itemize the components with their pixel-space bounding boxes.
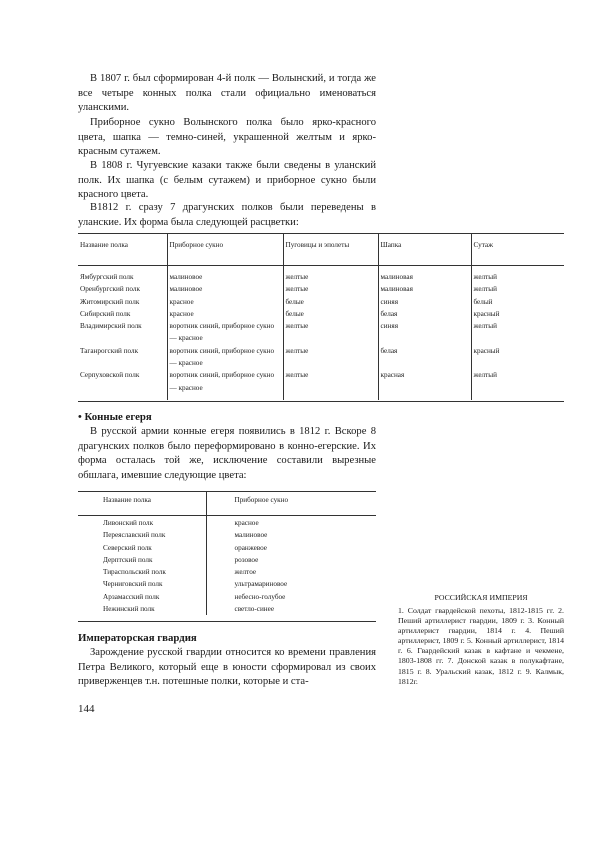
table-cell: желтые: [283, 345, 378, 370]
table-cell: синяя: [378, 320, 471, 345]
table-cell: желтый: [473, 273, 497, 281]
table-cell: красное: [234, 519, 259, 527]
column-header: Название полка: [78, 491, 206, 516]
table-cell: Владимирский полк: [78, 320, 167, 345]
table-row: [78, 369, 564, 400]
paragraph-volhynian-colors: Приборное сукно Волынского полка было ярко-красного цвета, шапка — темно-синей, украшенной желтым и ярко-красным сутажем.: [78, 117, 376, 158]
column-header: Сутаж: [471, 233, 564, 266]
table-cell: Ливонский полк: [78, 516, 206, 530]
table-cell: Нежинский полк: [78, 603, 206, 615]
table-row: [78, 542, 376, 554]
table-header-row: [78, 491, 376, 516]
table-cell: красный: [473, 346, 500, 355]
table-cell: малиновая: [378, 266, 471, 284]
table-row: [78, 296, 564, 308]
table-cell: белый: [473, 297, 493, 306]
illustration-caption: 1. Солдат гвардейской пехоты, 1812-1815 гг. 2. Пеший артиллерист гвардии, 1809 г. 3. Конный артиллерист гвардии, 1814 г. 4. Пеший артиллерист, 1809 г. 5. Конный артиллерист, 1814 г. 6. Гвардейский казак в кафтане и чекмене, 1803-1808 гг. 7. Донской казак в полукафтане, 1815 г. 8. Уральский казак, 1812 г. 9. Калмык, 1812г.: [398, 606, 564, 686]
uhlan-regiments-table: [78, 233, 564, 400]
section-heading-horse-jaegers: • Конные егеря: [78, 411, 152, 423]
table-row: [78, 554, 376, 566]
table-cell: Дерптский полк: [78, 554, 206, 566]
table-cell: Житомирский полк: [78, 296, 167, 308]
table-cell: Сибирский полк: [78, 308, 167, 320]
table-cell: светло-синее: [234, 605, 275, 614]
table-row: [78, 308, 564, 320]
table-cell: желтый: [473, 322, 497, 331]
table-cell: Северский полк: [78, 542, 206, 554]
table-row: [78, 566, 376, 578]
table-row: [78, 591, 376, 603]
table-cell: красное: [167, 308, 283, 320]
paragraph-chuguev-cossacks: В 1808 г. Чугуевские казаки также были сведены в уланский полк. Их шапка (с белым сутажем) и приборное сукно были красного цвета.: [78, 160, 376, 201]
paragraph-volhynian-regiment: В 1807 г. был сформирован 4-й полк — Волынский, и тогда же все четыре конных полка стали официально именоваться уланскими.: [78, 73, 376, 114]
paragraph-horse-jaegers: В русской армии конные егеря появились в 1812 г. Вскоре 8 драгунских полков было переформировано в конно-егерские. Их форма осталась той же, исключение составили вырезные обшлага, имевшие следующие цвета:: [78, 426, 376, 481]
table-cell: белые: [283, 308, 378, 320]
table-cell: малиновое: [234, 531, 268, 540]
table-cell: белая: [378, 345, 471, 370]
table-row: [78, 266, 564, 284]
table-row: [78, 578, 376, 590]
table-cell: желтый: [473, 285, 497, 294]
table-row: [78, 603, 376, 615]
table-cell: желтое: [234, 568, 257, 577]
table-cell: Оренбургский полк: [78, 283, 167, 295]
table-cell: красное: [167, 296, 283, 308]
column-header: Приборное сукно: [167, 233, 283, 266]
table-cell: желтый: [473, 371, 497, 380]
caption-title: РОССИЙСКАЯ ИМПЕРИЯ: [434, 593, 528, 602]
table-cell: желтые: [283, 369, 378, 400]
table-cell: Серпуховской полк: [78, 369, 167, 400]
table-cell: воротник синий, приборное сукно — красное: [167, 369, 283, 400]
column-header: Пуговицы и эполеты: [283, 233, 378, 266]
table-cell: красная: [378, 369, 471, 400]
table-cell: воротник синий, приборное сукно — красное: [167, 345, 283, 370]
page-number: 144: [78, 703, 95, 715]
table-row: [78, 283, 564, 295]
table-cell: воротник синий, приборное сукно — красное: [167, 320, 283, 345]
paragraph-imperial-guard: Зарождение русской гвардии относится ко времени правления Петра Великого, который еще в юности сформировал из своих приверженцев т.н. потешные полки, которые и ста-: [78, 647, 376, 688]
column-header: Шапка: [378, 233, 471, 266]
column-header: Название полка: [78, 233, 167, 266]
table-cell: малиновое: [167, 283, 283, 295]
table-row: [78, 345, 564, 370]
paragraph-dragoons-1812: В1812 г. сразу 7 драгунских полков были переведены в уланские. Их форма была следующей расцветки:: [78, 202, 376, 228]
table-cell: малиновое: [167, 266, 283, 284]
table-row: [78, 529, 376, 541]
column-header: Приборное сукно: [206, 491, 376, 516]
table-cell: розовое: [234, 555, 259, 564]
table-cell: Тираспольский полк: [78, 566, 206, 578]
table-cell: белые: [283, 296, 378, 308]
table-cell: красный: [473, 309, 500, 318]
table-row: [78, 516, 376, 530]
table-cell: ультрамариновое: [234, 580, 288, 589]
table-cell: синяя: [378, 296, 471, 308]
table-cell: небесно-голубое: [234, 592, 286, 601]
table-cell: малиновая: [378, 283, 471, 295]
table-cell: желтые: [283, 320, 378, 345]
section-heading-imperial-guard: Императорская гвардия: [78, 632, 197, 644]
table-cell: желтые: [283, 266, 378, 284]
table-cell: Арзамасский полк: [78, 591, 206, 603]
table-cell: Ямбургский полк: [78, 266, 167, 284]
jaeger-regiments-table: [78, 491, 376, 615]
table-row: [78, 320, 564, 345]
table-cell: желтые: [283, 283, 378, 295]
table-cell: оранжевое: [234, 543, 268, 552]
table-cell: белая: [378, 308, 471, 320]
table-cell: Переяславский полк: [78, 529, 206, 541]
table-cell: Черниговский полк: [78, 578, 206, 590]
table-cell: Таганрогский полк: [78, 345, 167, 370]
table-header-row: [78, 233, 564, 266]
